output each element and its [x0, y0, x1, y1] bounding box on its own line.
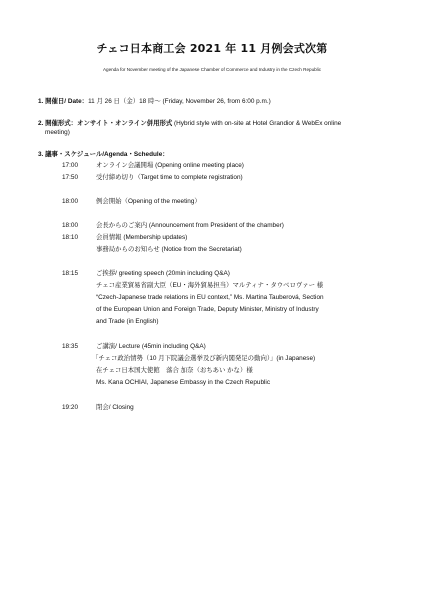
section-agenda-heading [38, 150, 388, 159]
agenda-time: 19:20 [62, 404, 78, 411]
agenda-text: 会長からのご案内 (Announcement from President of the chamber) [96, 222, 284, 229]
section-date [38, 97, 388, 106]
agenda-text: 会員情報 (Membership updates) [96, 234, 188, 241]
page-subtitle: Agenda for November meeting of the Japanese Chamber of Commerce and Industry in the Czech Republic [102, 67, 322, 72]
agenda-time: 18:15 [62, 270, 78, 277]
section-date-label: 1. 開催日/ Date： [38, 98, 89, 105]
agenda-text: 事務局からのお知らせ (Notice from the Secretariat) [96, 246, 242, 253]
agenda-text: チェコ産業貿易省副大臣（EU・海外貿易担当）マルティナ・タウベロヴァー 様 [96, 282, 324, 289]
section-format-label: 2. 開催形式：オンサイト・オンライン併用形式 [38, 120, 173, 127]
section-format-text-cont: meeting) [45, 129, 70, 136]
agenda-time: 18:35 [62, 343, 78, 350]
agenda-text: “Czech-Japanese trade relations in EU context,” Ms. Martina Tauberová, Section [96, 294, 324, 301]
agenda-time: 18:10 [62, 234, 78, 241]
agenda-text: 例会開始（Opening of the meeting） [96, 198, 201, 205]
section-date-text: 11 月 26 日（金）18 時～ (Friday, November 26, from 6:00 p.m.) [88, 98, 271, 105]
agenda-text: and Trade (in English) [96, 318, 159, 325]
agenda-text: Ms. Kana OCHIAI, Japanese Embassy in the Czech Republic [96, 379, 271, 386]
section-agenda-label: 3. 議事・スケジュール/Agenda・Schedule： [38, 151, 169, 158]
agenda-text: 受付締め切り（Target time to complete registration) [96, 174, 243, 181]
agenda-time: 18:00 [62, 222, 78, 229]
agenda-time: 18:00 [62, 198, 78, 205]
agenda-text: of the European Union and Foreign Trade, Deputy Minister, Ministry of Industry [96, 306, 319, 313]
agenda-text: ご講演/ Lecture (45min including Q&A) [96, 343, 206, 350]
agenda-text: ご挨拶/ greeting speech (20min including Q&A) [96, 270, 230, 277]
agenda-text: 閉会/ Closing [96, 404, 134, 411]
page-title: チェコ日本商工会 2021 年 11 月例会式次第 [96, 42, 328, 55]
agenda-text: 在チェコ日本国大使館 落合 加奈（おちあい かな）様 [96, 367, 253, 374]
agenda-time: 17:00 [62, 162, 78, 169]
agenda-text: オンライン会議開場 (Opening online meeting place) [96, 162, 244, 169]
section-format-text: (Hybrid style with on-site at Hotel Grandior & WebEx online [172, 120, 342, 127]
section-format [38, 119, 388, 128]
agenda-time: 17:50 [62, 174, 78, 181]
agenda-text: 「チェコ政治情勢（10 月下院議会選挙及び新内閣発足の動向）」(in Japanese) [92, 355, 316, 362]
